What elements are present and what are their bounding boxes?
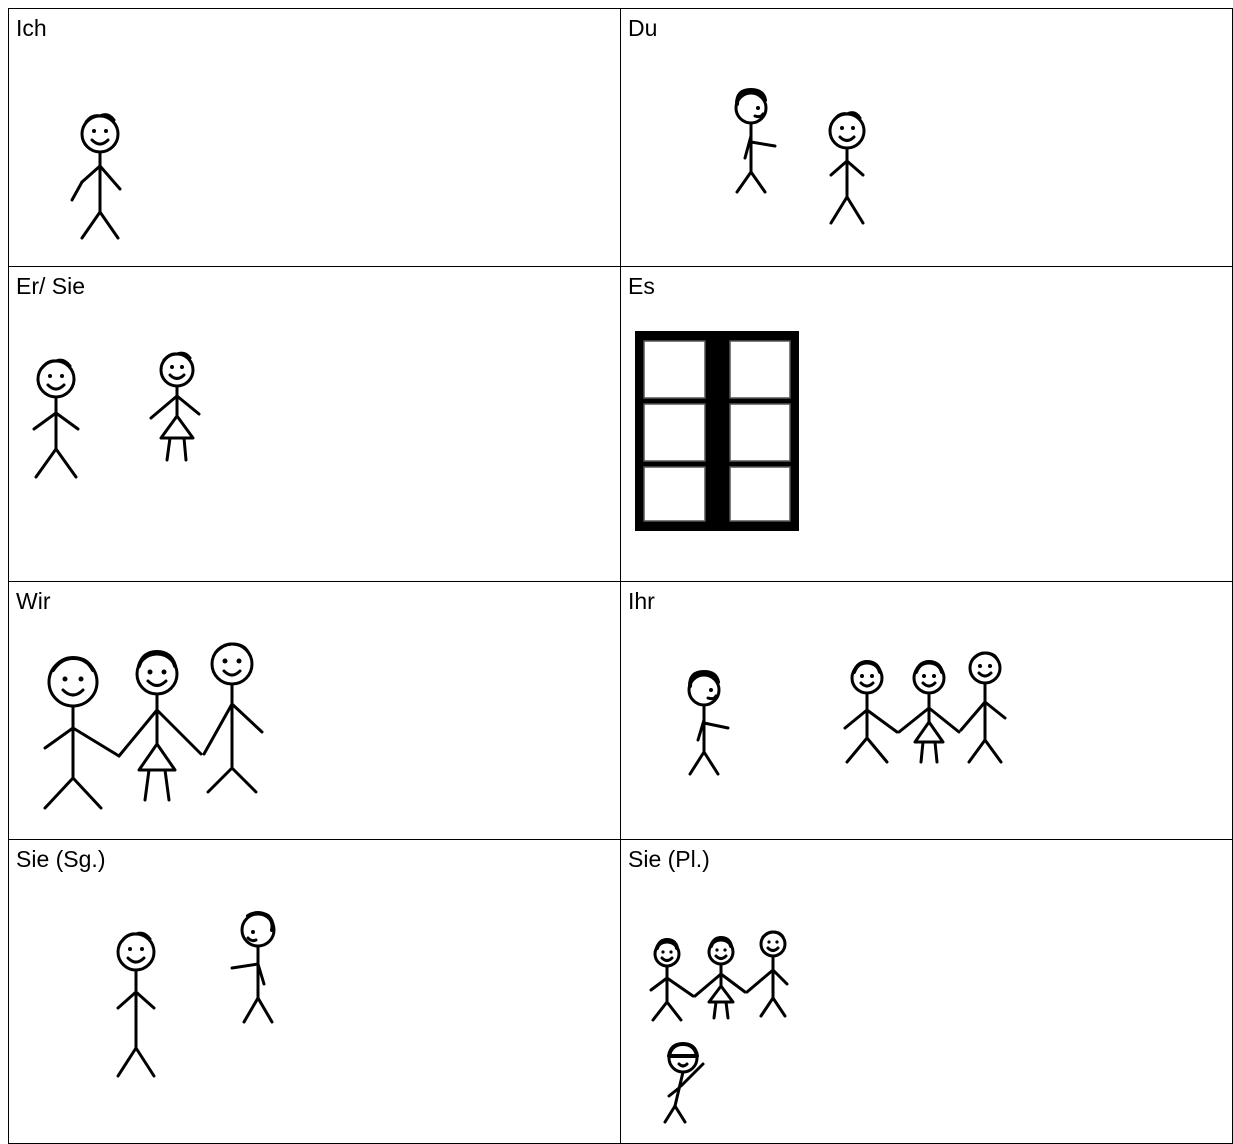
pronoun-table: [8, 8, 1233, 1144]
cell-ich: [9, 9, 621, 267]
cell-es: [621, 267, 1233, 582]
cell-er-sie: [9, 267, 621, 582]
stick-figures-you-icon: [621, 9, 1233, 266]
cell-label: Er/ Sie: [16, 273, 86, 299]
cell-du: [621, 9, 1233, 267]
stick-figures-formal-plural-icon: [621, 840, 1233, 1143]
cell-label: Es: [628, 273, 655, 299]
cell-label: Sie (Sg.): [16, 846, 106, 872]
stick-figures-he-she-icon: [9, 267, 623, 581]
cell-sie-pl: [621, 840, 1233, 1144]
cell-label: Du: [628, 15, 658, 41]
cell-ihr: [621, 582, 1233, 840]
cell-label: Wir: [16, 588, 51, 614]
cell-label: Ich: [16, 15, 47, 41]
stick-figures-you-plural-icon: [621, 582, 1233, 839]
stick-figures-formal-you-icon: [9, 840, 623, 1143]
cell-sie-sg: [9, 840, 621, 1144]
cell-label: Sie (Pl.): [628, 846, 710, 872]
stick-figures-we-icon: [9, 582, 623, 839]
stick-figure-self-icon: [9, 9, 623, 266]
cell-label: Ihr: [628, 588, 655, 614]
cell-wir: [9, 582, 621, 840]
window-icon: [621, 267, 1233, 581]
